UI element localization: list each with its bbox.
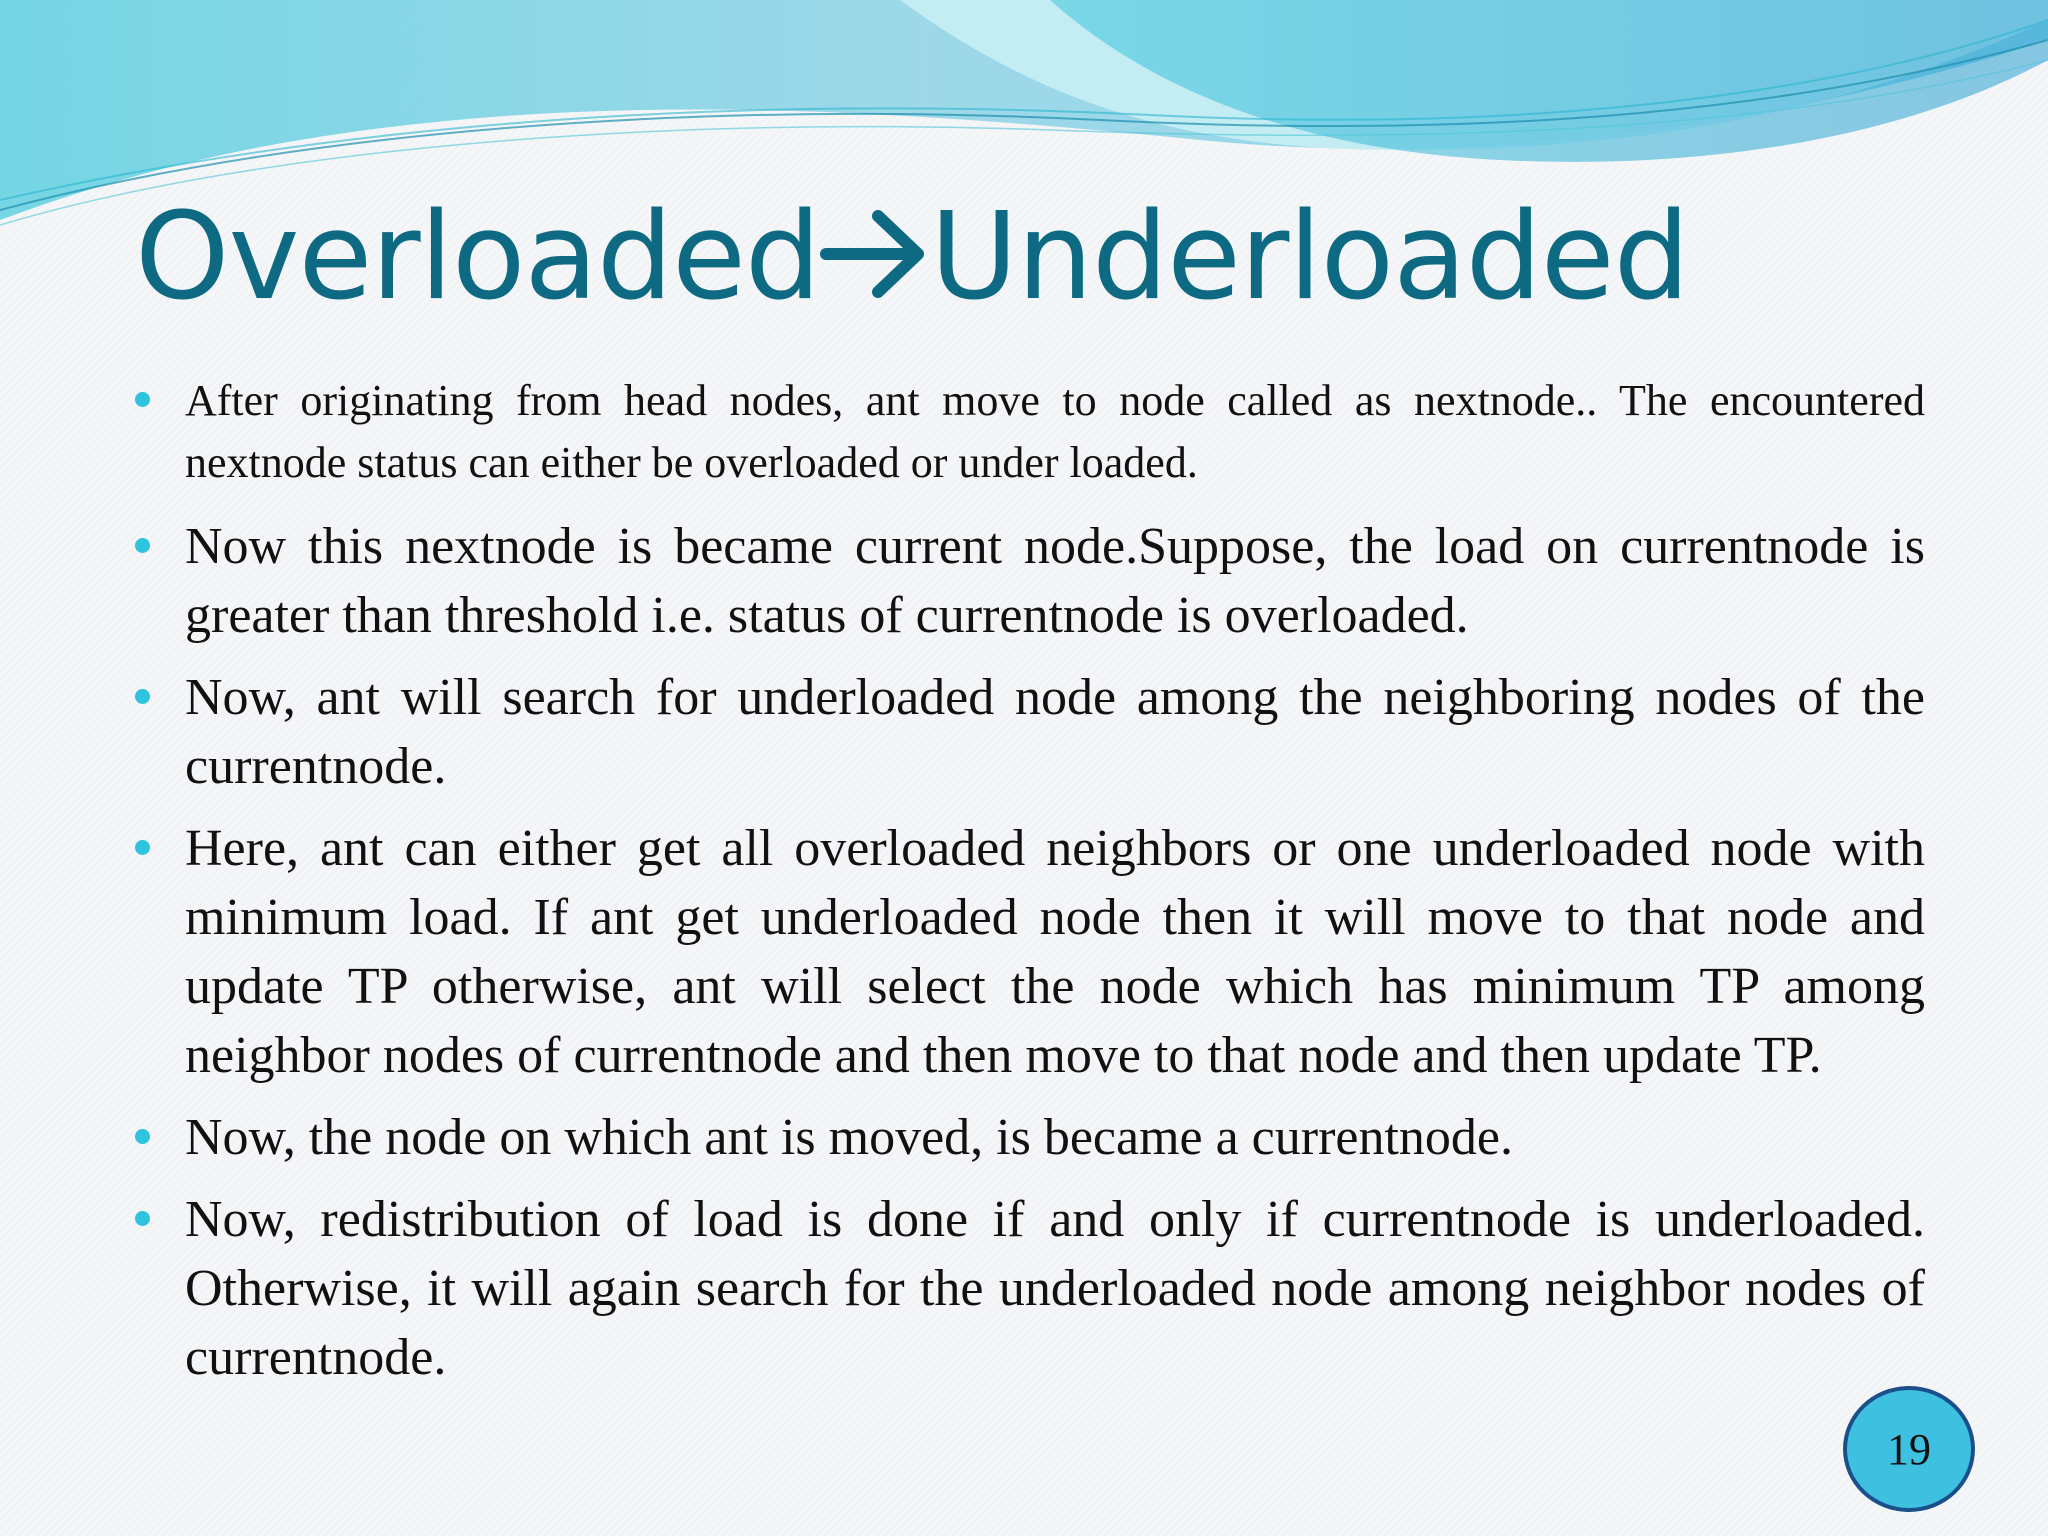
bullet-item	[135, 370, 1925, 494]
bullet-item	[135, 512, 1925, 650]
bullet-dot-icon	[135, 689, 150, 704]
bullet-dot-icon	[135, 1129, 150, 1144]
slide-title	[135, 188, 1689, 328]
bullet-text: Now, ant will search for underloaded node among the neighboring nodes of the currentnode.	[185, 669, 1925, 795]
title-left-text: Overloaded	[135, 188, 821, 327]
bullet-text: After originating from head nodes, ant move to node called as nextnode.. The encountered nextnode status can either be overloaded or under loaded.	[185, 376, 1925, 487]
bullet-dot-icon	[135, 1211, 150, 1226]
bullet-item	[135, 814, 1925, 1090]
bullet-dot-icon	[135, 840, 150, 855]
bullet-text: Now this nextnode is became current node.Suppose, the load on currentnode is greater than threshold i.e. status of currentnode is overloaded.	[185, 518, 1925, 644]
bullet-text: Here, ant can either get all overloaded neighbors or one underloaded node with minimum load. If ant get underloaded node then it will move to that node and update TP otherwise, ant will select the node which has minimum TP among neighbor nodes of currentnode and then move to that node and then update TP.	[185, 820, 1925, 1084]
right-arrow-icon	[820, 188, 930, 328]
page-number: 19	[1887, 1424, 1931, 1474]
bullet-item	[135, 663, 1925, 801]
bullet-dot-icon	[135, 538, 150, 553]
title-right-text: Underloaded	[930, 188, 1689, 327]
bullet-dot-icon	[135, 392, 150, 407]
bullet-text: Now, the node on which ant is moved, is became a currentnode.	[185, 1109, 1514, 1166]
bullet-item	[135, 1185, 1925, 1392]
bullet-text: Now, redistribution of load is done if and only if currentnode is underloaded. Otherwise, it will again search for the underloaded node among neighbor nodes of currentnode.	[185, 1191, 1925, 1386]
bullet-item	[135, 1103, 1925, 1172]
bullet-list	[135, 370, 1925, 1405]
page-number-badge	[1843, 1386, 1975, 1512]
